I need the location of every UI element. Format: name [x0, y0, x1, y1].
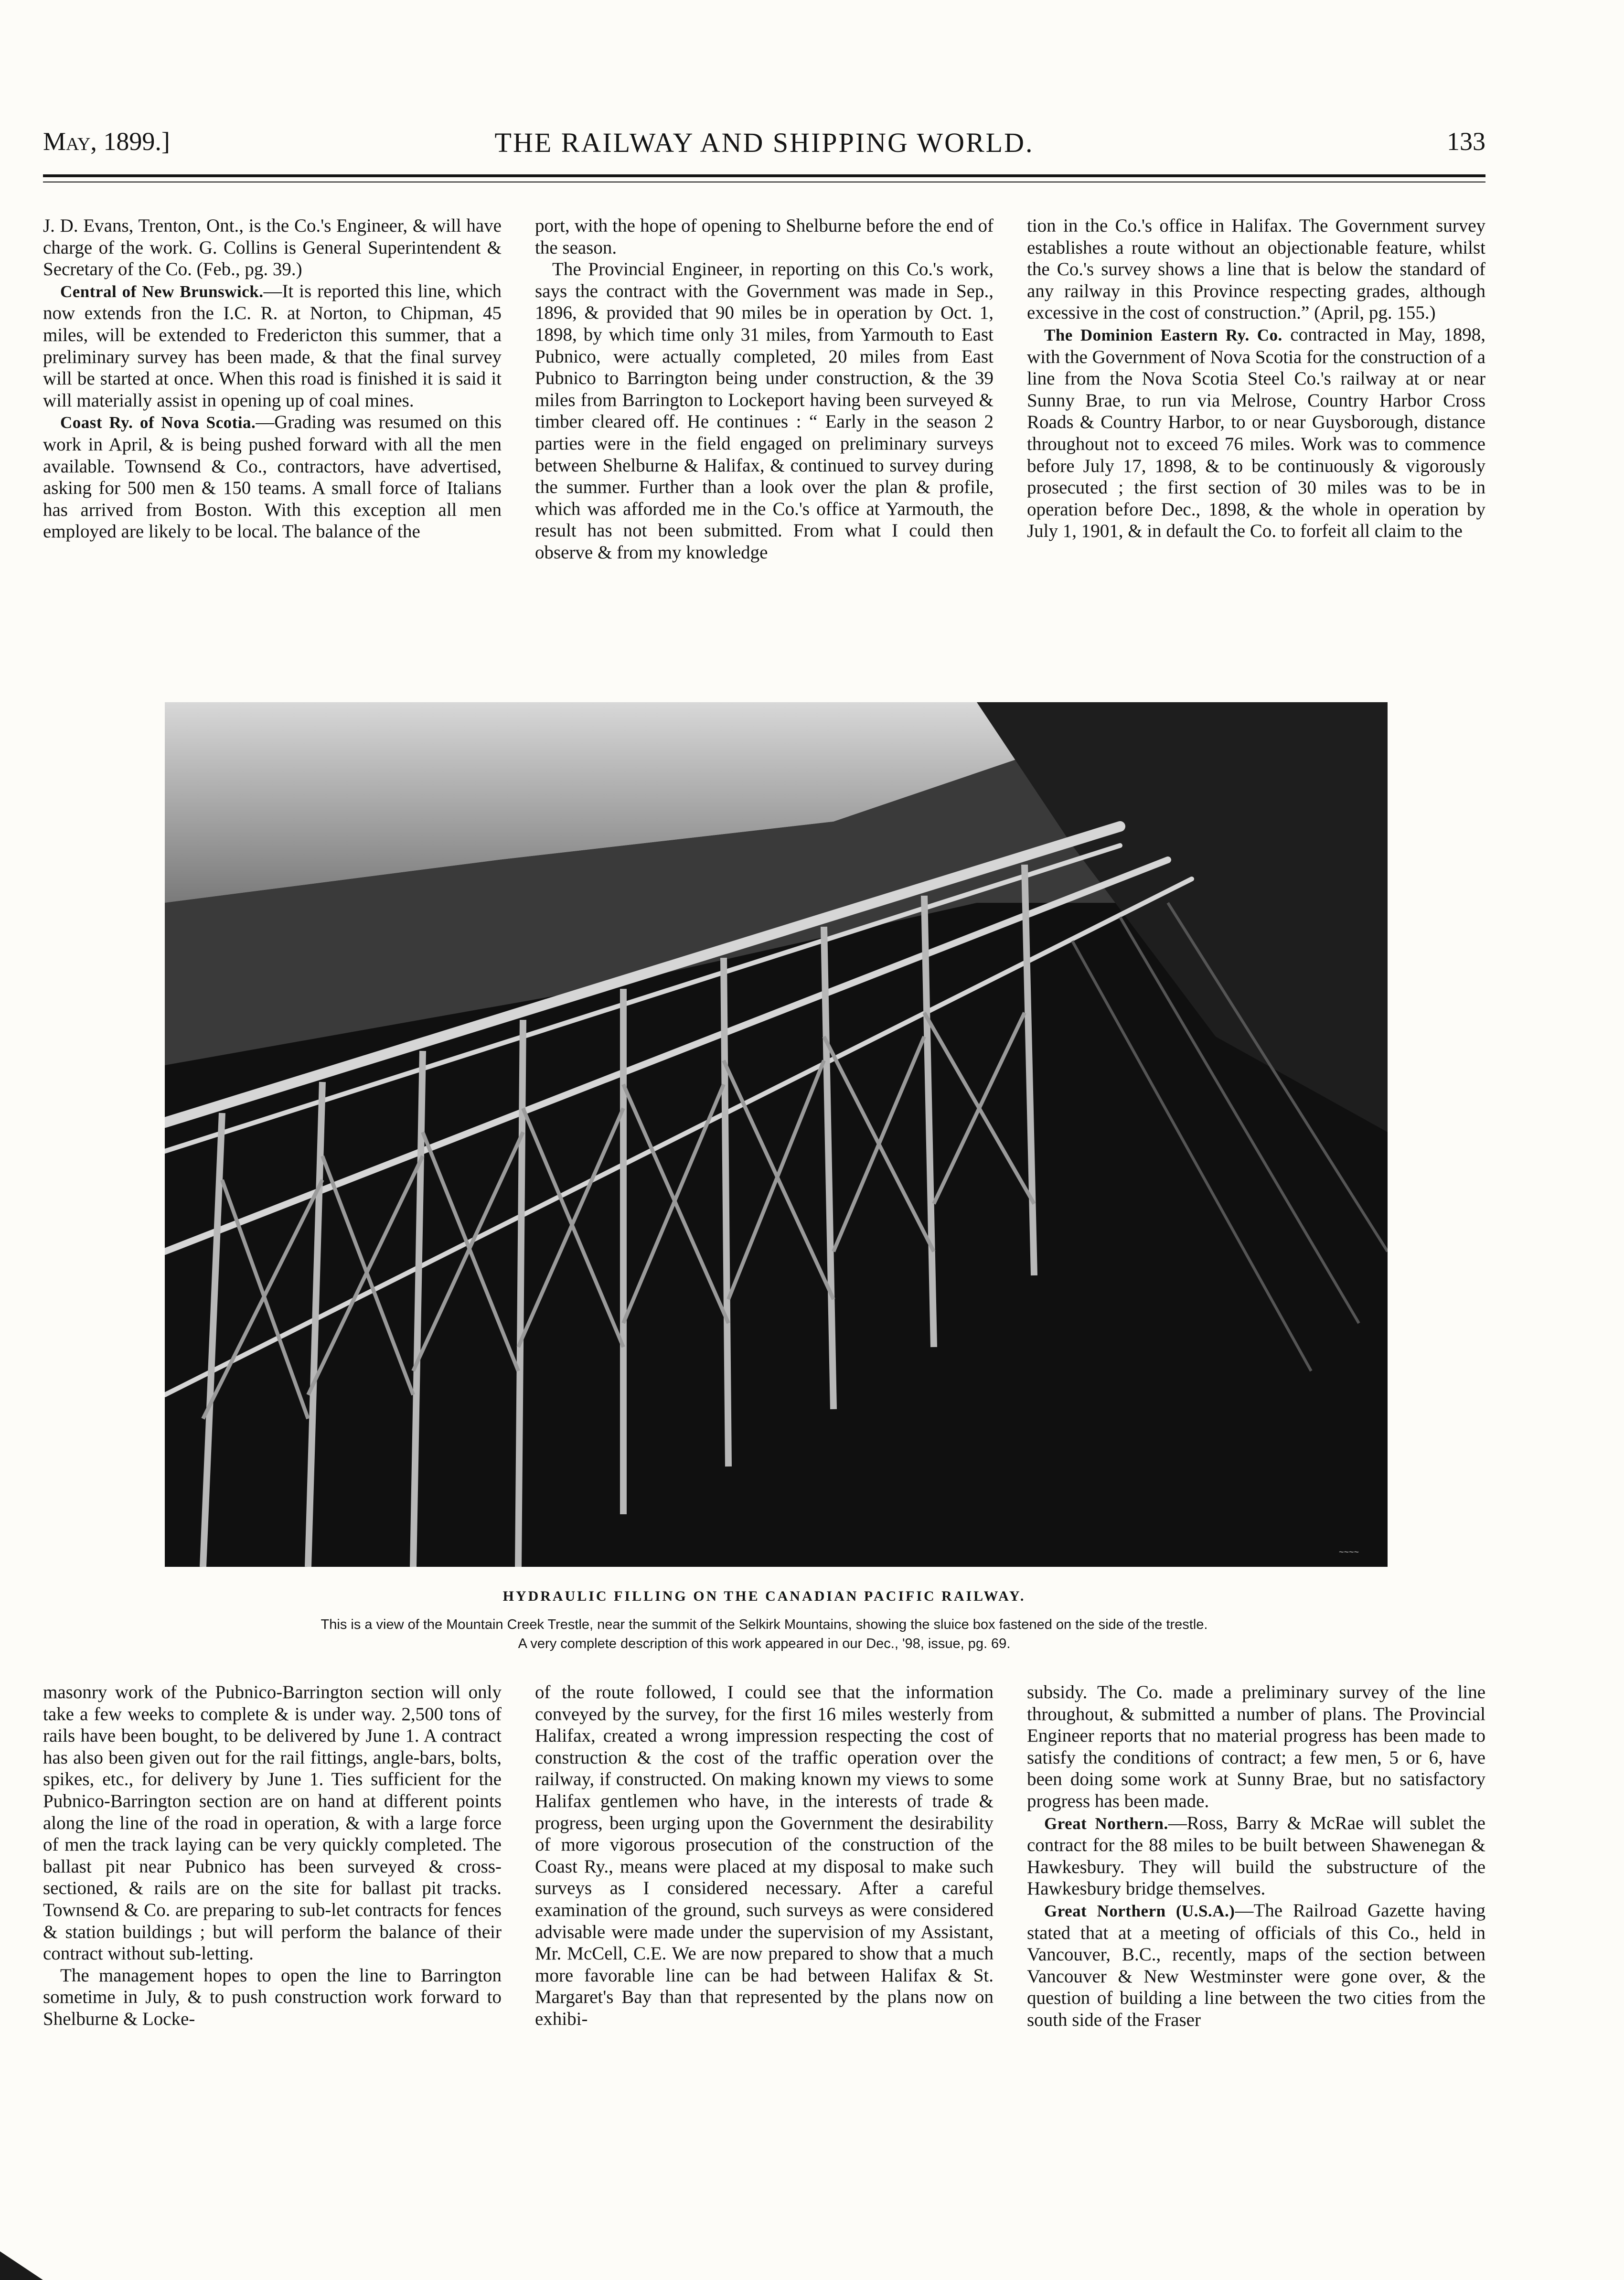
paragraph-text: —It is reported this line, which now extends fron the I.C. R. at Norton, to Chipman, 45 miles, will be extended to Fredericton this summer, that a preliminary survey has been made, & that the final survey will be started at once. When this road is finished it is said it will materially assist in opening up of coal mines. [43, 280, 502, 411]
bottom-column-2 [535, 1681, 994, 2188]
paragraph [43, 1681, 502, 1965]
paragraph-lead: Great Northern. [1044, 1814, 1168, 1833]
paragraph-lead: Central of New Brunswick. [60, 282, 264, 301]
top-column-3 [1027, 215, 1485, 645]
paragraph-text: contracted in May, 1898, with the Government of Nova Scotia for the construction of a line from the Nova Scotia Steel Co.'s railway at or near Sunny Brae, to run via Melrose, Country Harbor Cross Roads & Country Harbor, to or near Guysborough, distance throughout not to exceed 76 miles. Work was to commence before July 17, 1898, & to be continuously & vigorously prosecuted ; the first section of 30 miles was to be in operation before Dec., 1898, & the whole in operation by July 1, 1901, & in default the Co. to forfeit all claim to the [1027, 324, 1485, 542]
paragraph-text: J. D. Evans, Trenton, Ont., is the Co.'s Engineer, & will have charge of the work. G. Collins is General Superintendent & Secretary of the Co. (Feb., pg. 39.) [43, 215, 502, 280]
paragraph [535, 1681, 994, 2030]
paragraph-text: of the route followed, I could see that the information conveyed by the survey, for the first 16 miles westerly from Halifax, created a wrong impression respecting the cost of construction & the cost of the traffic operation over the railway, if constructed. On making known my views to some Halifax gentlemen who have, in the interests of trade & progress, been urging upon the Government the desirability of more vigorous prosecution of the construction of the Coast Ry., means were placed at my disposal to make such surveys as I considered necessary. After a careful examination of the ground, such surveys as were considered advisable were made under the supervision of my Assistant, Mr. McCell, C.E. We are now prepared to show that a much more favorable line can be had between Halifax & St. Margaret's Bay than that represented by the plans now on exhibi- [535, 1682, 994, 2029]
paragraph-text: —The Railroad Gazette having stated that at a meeting of officials of this Co., held in Vancouver, B.C., recently, maps of the section between Vancouver & New Westminster were gone over, & the question of building a line between the two cities from the south side of the Fraser [1027, 1900, 1485, 2030]
issue-date: May, 1899.] [43, 127, 170, 156]
top-column-1 [43, 215, 502, 645]
page-number: 133 [1447, 127, 1485, 156]
paragraph-text: masonry work of the Pubnico-Barrington section will only take a few weeks to complete & is under way. 2,500 tons of rails have been bought, to be delivered by June 1. A contract has also been given out for the rail fittings, angle-bars, bolts, spikes, etc., for delivery by June 1. Ties sufficient for the Pubnico-Barrington section are on hand at different points along the line of the road in operation, & with a large force of men the track laying can be very quickly completed. The ballast pit near Pubnico has been surveyed & cross-sectioned, & rails are on the site for ballast pit tracks. Townsend & Co. are preparing to sub-let contracts for fences & station buildings ; but will perform the balance of their contract without sub-letting. [43, 1682, 502, 1964]
header-rule-thick [43, 174, 1485, 177]
paragraph [1027, 1681, 1485, 1812]
paragraph [1027, 1900, 1485, 2031]
paragraph [43, 280, 502, 412]
paragraph-lead: The Dominion Eastern Ry. Co. [1044, 325, 1282, 344]
paragraph [1027, 215, 1485, 324]
paragraph [43, 215, 502, 280]
trestle-photograph [165, 702, 1388, 1567]
paragraph-text: —Ross, Barry & McRae will sublet the contract for the 88 miles to be built between Shawenegan & Hawkesbury. They will build the substructure of the Hawkesbury bridge themselves. [1027, 1812, 1485, 1899]
bottom-column-1 [43, 1681, 502, 2188]
paragraph [43, 1965, 502, 2030]
paragraph-text: port, with the hope of opening to Shelburne before the end of the season. [535, 215, 994, 258]
paragraph-text: The management hopes to open the line to Barrington sometime in July, & to push construction work forward to Shelburne & Locke- [43, 1965, 502, 2029]
paragraph [535, 258, 994, 563]
paragraph-text: subsidy. The Co. made a preliminary survey of the line throughout, & submitted a number of plans. The Provincial Engineer reports that no material progress has been made to satisfy the conditions of contract; a few men, 5 or 6, have been doing some work at Sunny Brae, but no satisfactory progress has been made. [1027, 1682, 1485, 1811]
journal-title: THE RAILWAY AND SHIPPING WORLD. [494, 127, 1034, 158]
paragraph-text: —Grading was resumed on this work in April, & is being pushed forward with all the men available. Townsend & Co., contractors, have advertised, asking for 500 men & 150 teams. A small force of Italians has arrived from Boston. With this exception all men employed are likely to be local. The balance of the [43, 412, 502, 542]
figure-caption-line-2: A very complete description of this work appeared in our Dec., '98, issue, pg. 69. [518, 1636, 1011, 1651]
paragraph [1027, 324, 1485, 542]
paragraph-text: tion in the Co.'s office in Halifax. The Government survey establishes a route without an objectionable feature, whilst the Co.'s survey shows a line that is below the standard of any railway in this Province respecting grades, although excessive in the cost of construction.” (April, pg. 155.) [1027, 215, 1485, 323]
paragraph [43, 411, 502, 543]
paragraph [535, 215, 994, 258]
engraver-mark: ~~~~ [1338, 1547, 1359, 1557]
paragraph [1027, 1812, 1485, 1900]
bottom-column-3 [1027, 1681, 1485, 2188]
top-column-2 [535, 215, 994, 645]
paragraph-text: The Provincial Engineer, in reporting on this Co.'s work, says the contract with the Government was made in Sep., 1896, & provided that 90 miles be in operation by Oct. 1, 1898, by which time only 31 miles, from Yarmouth to East Pubnico, were actually completed, 20 miles from East Pubnico to Barrington being under construction, & the 39 miles from Barrington to Lockeport having been surveyed & timber cleared off. He continues : “ Early in the season 2 parties were in the field engaged on preliminary surveys between Shelburne & Halifax, & continued to survey during the summer. Further than a look over the plan & profile, which was afforded me in the Co.'s office at Yarmouth, the result has not been submitted. From what I could then observe & from my knowledge [535, 259, 994, 563]
page-header [43, 127, 1485, 170]
scan-corner-mark [0, 2251, 43, 2280]
paragraph-lead: Coast Ry. of Nova Scotia. [60, 413, 256, 432]
trestle-illustration [165, 702, 1388, 1567]
figure-caption-line-1: This is a view of the Mountain Creek Trestle, near the summit of the Selkirk Mountains, showing the sluice box fastened on the side of the trestle. [321, 1617, 1208, 1632]
paragraph-lead: Great Northern (U.S.A.) [1044, 1901, 1235, 1920]
figure-caption-title: HYDRAULIC FILLING ON THE CANADIAN PACIFIC RAILWAY. [502, 1588, 1026, 1604]
